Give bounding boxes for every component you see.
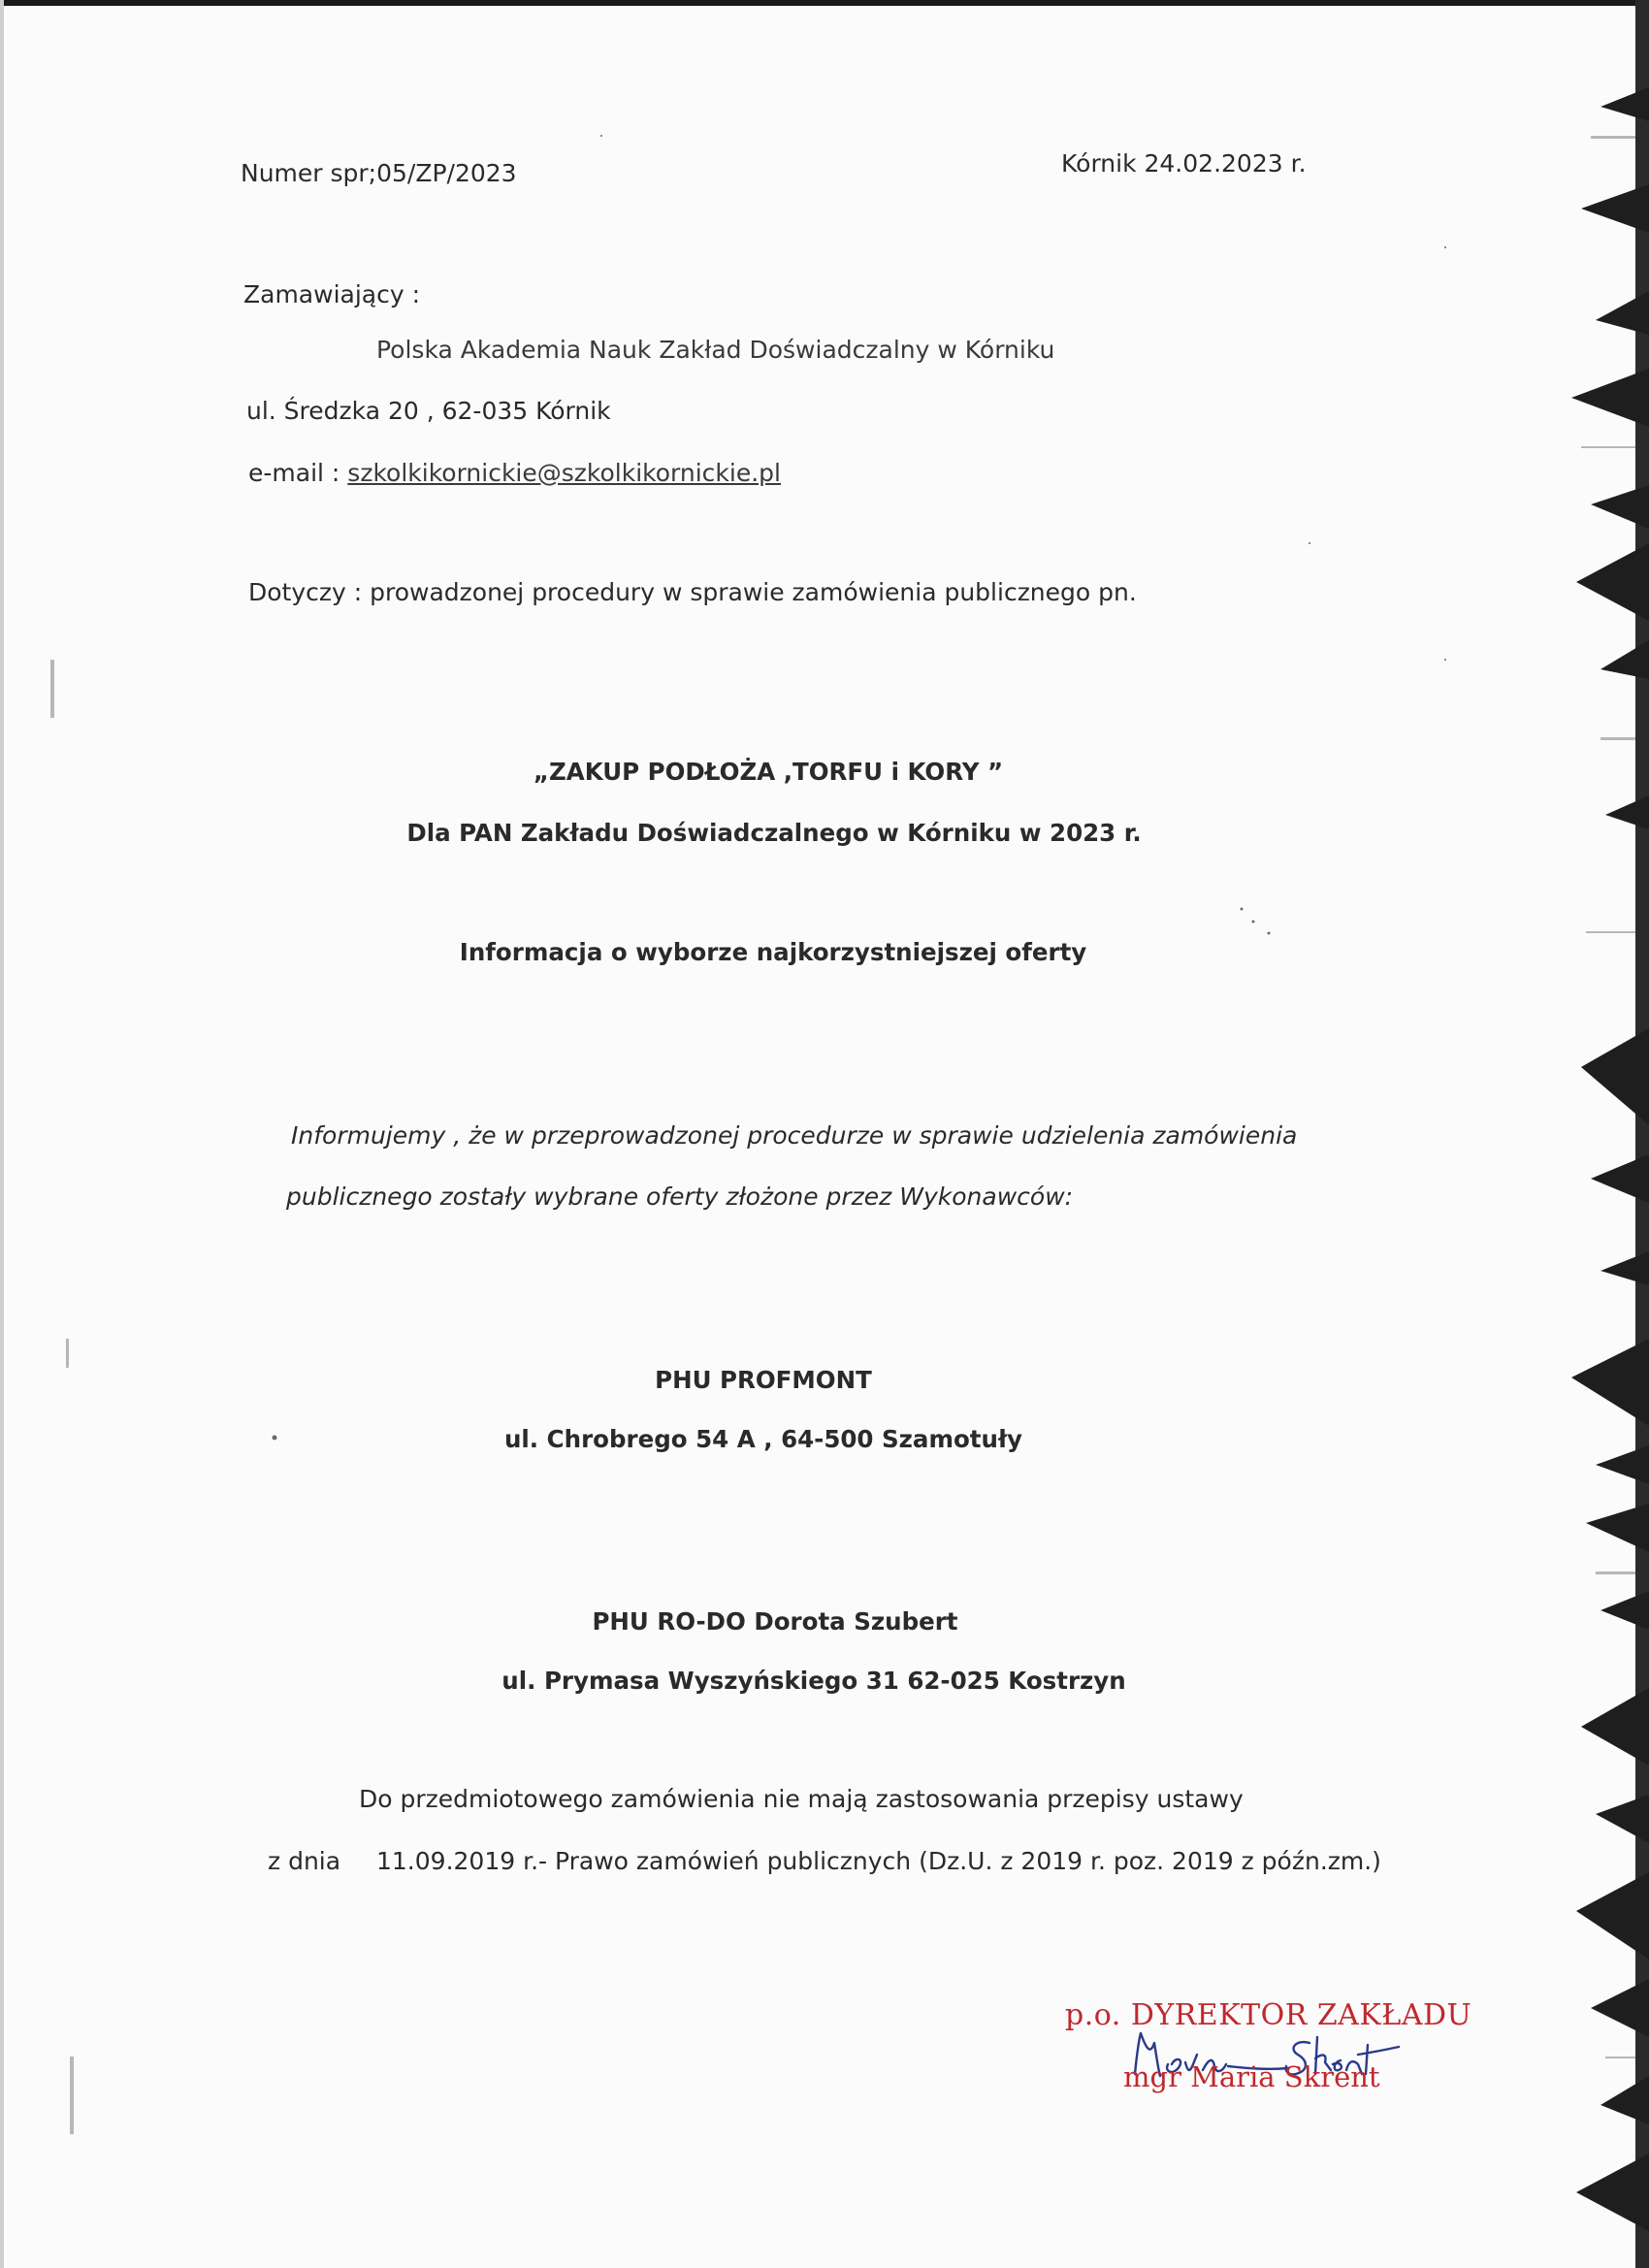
legal-note-line-2-prefix: z dnia: [268, 1847, 341, 1875]
legal-note-line-2: 11.09.2019 r.- Prawo zamówień publicznych (Dz.U. z 2019 r. poz. 2019 z późn.zm.): [376, 1847, 1381, 1875]
subject-line: Dotyczy : prowadzonej procedury w sprawie zamówienia publicznego pn.: [248, 578, 1137, 606]
scan-left-border: [0, 0, 4, 2268]
contractor-2-address: ul. Prymasa Wyszyńskiego 31 62-025 Kostrzyn: [501, 1667, 1126, 1695]
contracting-authority-address: ul. Średzka 20 , 62-035 Kórnik: [246, 397, 611, 425]
contracting-authority-label: Zamawiający :: [243, 280, 421, 308]
stamp-name: mgr Maria Skrent: [1123, 2060, 1380, 2093]
intro-line-2: publicznego zostały wybrane oferty złożone przez Wykonawców:: [286, 1183, 1074, 1211]
reference-number: Numer spr;05/ZP/2023: [241, 159, 517, 187]
procurement-subtitle: Dla PAN Zakładu Doświadczalnego w Kórniku w 2023 r.: [406, 819, 1142, 847]
contracting-authority-name: Polska Akademia Nauk Zakład Doświadczalny w Kórniku: [376, 336, 1055, 364]
intro-line-1: Informujemy , że w przeprowadzonej procedurze w sprawie udzielenia zamówienia: [291, 1121, 1298, 1150]
email-link[interactable]: szkolkikornickie@szkolkikornickie.pl: [347, 459, 781, 487]
contractor-1-address: ul. Chrobrego 54 A , 64-500 Szamotuły: [503, 1425, 1023, 1453]
stamp-title: p.o. DYREKTOR ZAKŁADU: [1065, 1998, 1472, 2032]
place-date: Kórnik 24.02.2023 r.: [1061, 149, 1307, 178]
document-heading: Informacja o wyborze najkorzystniejszej oferty: [459, 938, 1087, 966]
contractor-2-name: PHU RO-DO Dorota Szubert: [592, 1607, 958, 1636]
scan-top-border: [0, 0, 1649, 6]
email-label: e-mail :: [248, 459, 340, 487]
scanner-edge-noise: [1562, 0, 1649, 2268]
contractor-1-name: PHU PROFMONT: [655, 1366, 872, 1394]
legal-note-line-1: Do przedmiotowego zamówienia nie mają zastosowania przepisy ustawy: [359, 1785, 1244, 1813]
procurement-title: „ZAKUP PODŁOŻA ,TORFU i KORY ”: [533, 758, 1004, 786]
email-line: [248, 458, 781, 489]
